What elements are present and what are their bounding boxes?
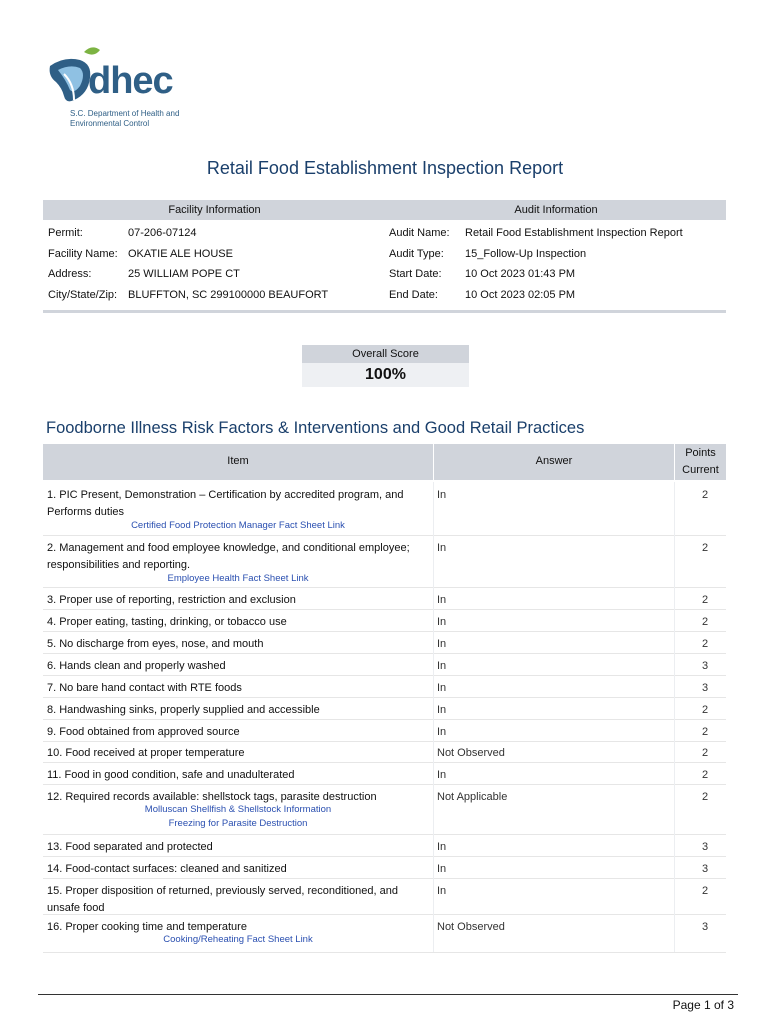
row-item-text: 4. Proper eating, tasting, drinking, or tobacco use: [47, 616, 287, 628]
row-answer: In: [437, 704, 447, 716]
row-points: 3: [701, 841, 709, 853]
facility-field-value: 25 WILLIAM POPE CT: [128, 268, 240, 280]
fact-sheet-link[interactable]: Cooking/Reheating Fact Sheet Link: [163, 934, 313, 945]
overall-score-label: Overall Score: [302, 345, 469, 363]
audit-field-value: 15_Follow-Up Inspection: [465, 248, 587, 260]
row-item-text: 2. Management and food employee knowledge, and conditional employee; responsibilities and reporting.: [47, 542, 410, 571]
table-row: [43, 784, 726, 835]
table-header-item: Item: [43, 444, 433, 480]
fact-sheet-link[interactable]: Molluscan Shellfish & Shellstock Information: [144, 804, 332, 815]
table-row: [43, 609, 726, 632]
row-answer: Not Observed: [437, 921, 505, 933]
audit-field-value: 10 Oct 2023 02:05 PM: [465, 289, 576, 301]
table-row: [43, 631, 726, 654]
row-answer: In: [437, 863, 447, 875]
row-answer: In: [437, 542, 447, 554]
table-row: [43, 762, 726, 785]
row-item-text: 11. Food in good condition, safe and unadulterated: [47, 769, 295, 781]
row-item-text: 15. Proper disposition of returned, previously served, reconditioned, and unsafe food: [47, 885, 398, 914]
row-answer: Not Applicable: [437, 791, 508, 803]
fact-sheet-link[interactable]: Freezing for Parasite Destruction: [168, 818, 308, 829]
row-item-text: 5. No discharge from eyes, nose, and mouth: [47, 638, 264, 650]
table-header-points: Points Current: [675, 444, 726, 480]
footer-divider: [38, 994, 738, 995]
fact-sheet-link[interactable]: Certified Food Protection Manager Fact Sheet Link: [131, 520, 345, 531]
info-bottom-bar: [43, 310, 726, 313]
row-points: 2: [701, 542, 709, 554]
report-title: Retail Food Establishment Inspection Report: [206, 158, 564, 178]
row-item-text: 10. Food received at proper temperature: [47, 747, 245, 759]
row-answer: In: [437, 885, 447, 897]
row-item-text: 14. Food-contact surfaces: cleaned and sanitized: [47, 863, 287, 875]
row-answer: In: [437, 726, 447, 738]
audit-field-value: Retail Food Establishment Inspection Report: [465, 227, 683, 239]
row-answer: In: [437, 489, 447, 501]
audit-field-label: Start Date:: [389, 268, 442, 280]
table-header-answer: Answer: [434, 444, 674, 480]
audit-info-header: Audit Information: [386, 200, 726, 220]
row-points: 2: [701, 791, 709, 803]
row-points: 2: [701, 489, 709, 501]
table-row: [43, 653, 726, 676]
logo-wordmark: dhec: [88, 60, 173, 102]
row-points: 2: [701, 594, 709, 606]
row-item-text: 12. Required records available: shellstock tags, parasite destruction: [47, 791, 377, 803]
row-points: 2: [701, 616, 709, 628]
row-item-text: 16. Proper cooking time and temperature: [47, 921, 247, 933]
row-points: 3: [701, 660, 709, 672]
row-points: 2: [701, 885, 709, 897]
row-points: 2: [701, 747, 709, 759]
row-points: 2: [701, 638, 709, 650]
overall-score-box: [302, 345, 469, 387]
table-row: [43, 878, 726, 915]
row-answer: Not Observed: [437, 747, 505, 759]
row-answer: In: [437, 682, 447, 694]
row-item-text: 8. Handwashing sinks, properly supplied and accessible: [47, 704, 320, 716]
table-row: [43, 675, 726, 698]
row-answer: In: [437, 769, 447, 781]
audit-field-value: 10 Oct 2023 01:43 PM: [465, 268, 576, 280]
page-number: Page 1 of 3: [672, 998, 734, 1012]
fact-sheet-link[interactable]: Employee Health Fact Sheet Link: [167, 573, 309, 584]
row-item-text: 3. Proper use of reporting, restriction and exclusion: [47, 594, 296, 606]
table-row: [43, 535, 726, 588]
logo-subtitle: S.C. Department of Health and Environmental Control: [70, 109, 180, 128]
facility-field-label: Facility Name:: [48, 248, 118, 260]
table-row: [43, 697, 726, 720]
row-points: 3: [701, 682, 709, 694]
row-answer: In: [437, 616, 447, 628]
audit-field-label: End Date:: [389, 289, 438, 301]
row-answer: In: [437, 638, 447, 650]
row-answer: In: [437, 660, 447, 672]
row-item-text: 6. Hands clean and properly washed: [47, 660, 226, 672]
row-points: 3: [701, 921, 709, 933]
facility-info-header: Facility Information: [43, 200, 386, 220]
facility-field-label: Address:: [48, 268, 92, 280]
table-row: [43, 856, 726, 879]
facility-field-label: Permit:: [48, 227, 83, 239]
facility-field-label: City/State/Zip:: [48, 289, 118, 301]
table-row: [43, 482, 726, 536]
row-points: 2: [701, 726, 709, 738]
table-row: [43, 587, 726, 610]
row-points: 3: [701, 863, 709, 875]
facility-field-value: 07-206-07124: [128, 227, 197, 239]
row-points: 2: [701, 769, 709, 781]
table-row: [43, 719, 726, 742]
table-row: [43, 740, 726, 763]
row-item-text: 7. No bare hand contact with RTE foods: [47, 682, 242, 694]
row-item-text: 13. Food separated and protected: [47, 841, 213, 853]
row-points: 2: [701, 704, 709, 716]
row-answer: In: [437, 594, 447, 606]
row-answer: In: [437, 841, 447, 853]
row-item-text: 1. PIC Present, Demonstration – Certification by accredited program, and Performs duties: [47, 489, 404, 518]
table-row: [43, 914, 726, 953]
row-item-text: 9. Food obtained from approved source: [47, 726, 240, 738]
audit-field-label: Audit Name:: [389, 227, 450, 239]
section-title: Foodborne Illness Risk Factors & Interventions and Good Retail Practices: [46, 419, 585, 437]
table-row: [43, 834, 726, 857]
facility-field-value: BLUFFTON, SC 299100000 BEAUFORT: [128, 289, 329, 301]
overall-score-value: 100%: [302, 363, 469, 387]
facility-field-value: OKATIE ALE HOUSE: [128, 248, 233, 260]
audit-field-label: Audit Type:: [389, 248, 444, 260]
